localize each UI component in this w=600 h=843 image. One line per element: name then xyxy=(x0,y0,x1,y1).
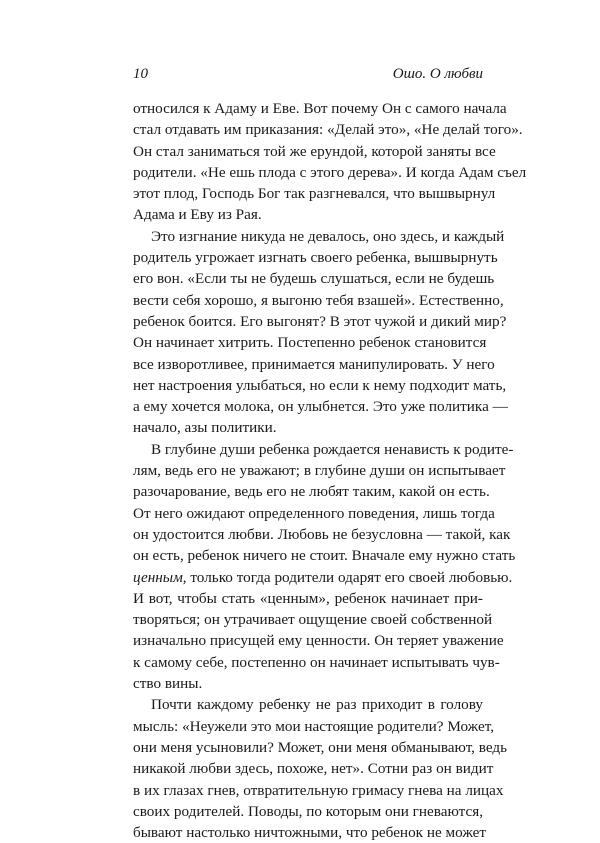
running-title: Ошо. О любви xyxy=(392,66,483,82)
text-line: лям, ведь его не уважают; в глубине души он испытывает xyxy=(133,462,506,480)
text-line: разочарование, ведь его не любят таким, какой он есть. xyxy=(133,483,490,501)
text-line: ребенок боится. Его выгонят? В этот чужой и дикий мир? xyxy=(133,312,507,330)
emphasis: ценным xyxy=(133,568,183,586)
text-line: В глубине души ребенка рождается ненависть к родите- xyxy=(151,440,514,458)
text-line: его вон. «Если ты не будешь слушаться, если не будешь xyxy=(133,270,495,288)
text-line: И вот, чтобы стать «ценным», ребенок начинает при- xyxy=(133,589,483,607)
text-line: Он начинает хитрить. Постепенно ребенок становится xyxy=(133,334,487,352)
text-line: начало, азы политики. xyxy=(133,419,277,437)
text-line: творяться; он утрачивает ощущение своей собственной xyxy=(133,611,493,629)
paragraph xyxy=(133,694,508,843)
text-line: все изворотливее, принимается манипулировать. У него xyxy=(133,355,495,373)
page-header xyxy=(133,66,483,86)
paragraph xyxy=(133,439,516,695)
text-line: ство вины. xyxy=(133,675,203,693)
text-line: От него ожидают определенного поведения, лишь тогда xyxy=(133,504,495,522)
page-body xyxy=(133,98,527,843)
paragraph xyxy=(133,226,508,439)
text-line: в их глазах гнев, отвратительную гримасу гнева на лицах xyxy=(133,781,504,799)
text-line: бывают настолько ничтожными, что ребенок не может xyxy=(133,824,486,842)
text-line: к самому себе, постепенно он начинает испытывать чув- xyxy=(133,653,500,671)
text-line: ценным, только тогда родители одарят его своей любовью. xyxy=(133,568,513,586)
text-line: изначально присущей ему ценности. Он теряет уважение xyxy=(133,632,504,650)
text-line: он удостоится любви. Любовь не безусловна — такой, как xyxy=(133,525,511,543)
text-line: этот плод, Господь Бог так разгневался, что вышвырнул xyxy=(133,185,496,203)
text-line: Адама и Еву из Рая. xyxy=(133,206,262,224)
text-line: нет настроения улыбаться, но если к нему подходит мать, xyxy=(133,376,507,394)
text-line: мысль: «Неужели это мои настоящие родители? Может, xyxy=(133,717,494,735)
text-line: своих родителей. Поводы, по которым они гневаются, xyxy=(133,802,483,820)
text-line: родитель угрожает изгнать своего ребенка, вышвырнуть xyxy=(133,249,498,267)
text-line: никакой любви здесь, похоже, нет». Сотни раз он видит xyxy=(133,760,494,778)
text-line: он есть, ребенок ничего не стоит. Вначале ему нужно стать xyxy=(133,547,516,565)
text-line: Это изгнание никуда не девалось, оно здесь, и каждый xyxy=(151,227,505,245)
text-line: родители. «Не ешь плода с этого дерева». И когда Адам съел xyxy=(133,163,527,181)
paragraph xyxy=(133,98,527,226)
page-number: 10 xyxy=(133,66,148,82)
text-line: они меня усыновили? Может, они меня обманывают, ведь xyxy=(133,738,508,756)
text-line: стал отдавать им приказания: «Делай это», «Не делай того». xyxy=(133,121,523,139)
text-line: вести себя хорошо, я выгоню тебя взашей». Естественно, xyxy=(133,291,504,309)
text-line: относился к Адаму и Еве. Вот почему Он с самого начала xyxy=(133,100,507,117)
text-line: Почти каждому ребенку не раз приходит в голову xyxy=(151,696,483,714)
text-line: а ему хочется молока, он улыбнется. Это уже политика — xyxy=(133,398,508,416)
text-line: Он стал заниматься той же ерундой, которой заняты все xyxy=(133,142,496,160)
